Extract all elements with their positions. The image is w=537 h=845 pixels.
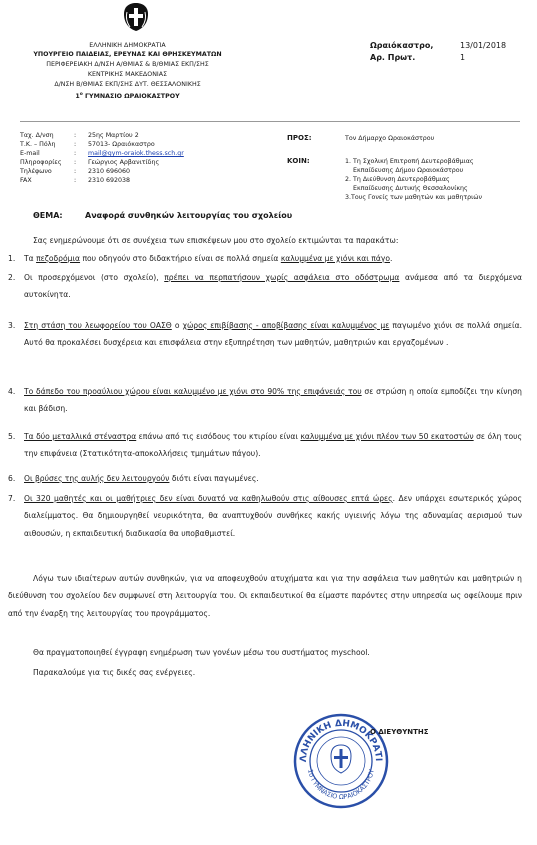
cc-label: ΚΟΙΝ: (287, 157, 310, 165)
stamp-top-text: ΛΛΗΝΙΚΗ ΔΗΜΟΚΡΑΤΙ (298, 718, 384, 763)
protocol-label: Αρ. Πρωτ. (370, 53, 416, 62)
contact-row: Τηλέφωνο : 2310 696060 (20, 168, 131, 175)
closing-paragraph: Λόγω των ιδιαίτερων αυτών συνθηκών, για να αποφευχθούν ατυχήματα και για την ασφάλεια των μαθητών και μαθητριών η διεύθυνση του σχολείου δεν συμφωνεί στη λειτουργία του. Οι εκπαιδευτικοί θα είμαστε παρόντες στην υπηρεσία ως οφείλουμε πριν από την έναρξη της λειτουργίας του προγράμματος. (8, 574, 522, 618)
document-date: 13/01/2018 (460, 41, 507, 50)
list-item: 5. Τα δύο μεταλλικά στέναστρα επάνω από τις εισόδους του κτιρίου είναι καλυμμένα με χιόνι πλέον των 50 εκατοστών σε όλη τους την επιφάνεια (Στατικότητα-αποκολλήσεις τμημάτων πάγου). (8, 432, 522, 459)
request-paragraph: Παρακαλούμε για τις δικές σας ενέργειες. (33, 668, 196, 677)
subject-label: ΘΕΜΑ: (33, 211, 63, 220)
cc-line: 3.Τους Γονείς των μαθητών και μαθητριών (345, 194, 483, 201)
list-item: 2. Οι προσερχόμενοι (στο σχολείο), πρέπει να περπατήσουν χωρίς ασφάλεια στο οδόστρωμα ανάμεσα από τα διερχόμενα αυτοκίνητα. (8, 273, 522, 300)
greek-emblem-icon (122, 2, 150, 32)
list-item: 3. Στη στάση του λεωφορείου του ΟΑΣΘ ο χώρος επιβίβασης - αποβίβασης είναι καλυμμένος με παγωμένο χιόνι σε πολλά σημεία. Αυτό θα προκαλέσει δυσχέρεια και επισφάλεια στην εξυπηρέτηση των μαθητών, μαθητριών και εργαζομένων . (8, 321, 522, 348)
contact-row: Τ.Κ. – Πόλη : 57013- Ωραιόκαστρο (20, 141, 155, 148)
contact-row: FAX : 2310 692038 (20, 177, 131, 184)
republic-title: ΕΛΛΗΝΙΚΗ ΔΗΜΟΚΡΑΤΙΑ (89, 42, 166, 49)
to-value: Τον Δήμαρχο Ωραιοκάστρου (345, 135, 435, 142)
protocol-number: 1 (460, 53, 466, 62)
cc-line: 2. Τη Διεύθυνση Δευτεροβάθμιας (345, 176, 450, 183)
list-item: 7. Οι 320 μαθητές και οι μαθήτριες δεν είναι δυνατό να καθηλωθούν στις αίθουσες επτά ώρες. Δεν υπάρχει εσωτερικός χώρος διαλείμματος. Θα δημιουργηθεί νευρικότητα, θα αναπτυχθούν συνθήκες κακής υγιεινής λόγω της αδυναμίας αερισμού των αιθουσών, η εκπαιδευτική διαδικασία θα υποβαθμιστεί. (8, 494, 522, 538)
subject-text: Αναφορά συνθηκών λειτουργίας του σχολείου (85, 211, 293, 220)
signature-title: Ο ΔΙΕΥΘΥΝΤΗΣ (370, 728, 429, 736)
to-label: ΠΡΟΣ: (287, 134, 312, 142)
contact-row: Πληροφορίες : Γεώργιος Αρβανιτίδης (20, 159, 160, 166)
list-item: 4. Το δάπεδο του προαύλιου χώρου είναι καλυμμένο με χιόνι στο 90% της επιφάνειάς του σε στρώση η οποία εμποδίζει την κίνηση και βάδιση. (8, 387, 522, 414)
list-item: 1. Τα πεζοδρόμια που οδηγούν στο διδακτήριο είναι σε πολλά σημεία καλυμμένα με χιόνι και πάγο. (8, 254, 393, 263)
cc-line: Εκπαίδευσης Δυτικής Θεσσαλονίκης (353, 185, 468, 192)
school-name: $1^o$ ΓΥΜΝΑΣΙΟ ΩΡΑΙΟΚΑΣΤΡΟΥ (75, 92, 180, 101)
stamp-bottom-text: 1ο ΓΥΜΝΑΣΙΟ ΩΡΑΙΟΚΑΣΤΡΟΥ (306, 768, 376, 802)
intro-paragraph: Σας ενημερώνουμε ότι σε συνέχεια των επισκέψεων μου στο σχολείο εκτιμώνται τα παρακάτω: (33, 236, 399, 245)
cc-list (345, 157, 535, 202)
header-divider (20, 121, 520, 122)
directorate-line-2: ΚΕΝΤΡΙΚΗΣ ΜΑΚΕΔΟΝΙΑΣ (87, 71, 168, 78)
cc-line: Εκπαίδευσης Δήμου Ωραιοκάστρου (353, 167, 464, 174)
ministry-title: ΥΠΟΥΡΓΕΙΟ ΠΑΙΔΕΙΑΣ, ΕΡΕΥΝΑΣ ΚΑΙ ΘΡΗΣΚΕΥΜΑΤΩΝ (33, 51, 222, 58)
contact-row: Ταχ. Δ/νση : 25ης Μαρτίου 2 (20, 132, 139, 139)
list-item: 6. Οι βρύσες της αυλής δεν λειτουργούν διότι είναι παγωμένες. (8, 474, 259, 483)
email-link[interactable]: mail@gym-oraiok.thess.sch.gr (88, 150, 184, 157)
directorate-line-3: Δ/ΝΣΗ Β/ΘΜΙΑΣ ΕΚΠ/ΣΗΣ ΔΥΤ. ΘΕΣΣΑΛΟΝΙΚΗΣ (54, 81, 201, 88)
myschool-paragraph: Θα πραγματοποιηθεί έγγραφη ενημέρωση των γονέων μέσω του συστήματος myschool. (33, 648, 370, 657)
contact-row: E-mail : mail@gym-oraiok.thess.sch.gr (20, 150, 184, 157)
directorate-line-1: ΠΕΡΙΦΕΡΕΙΑΚΗ Δ/ΝΣΗ Α/ΘΜΙΑΣ & Β/ΘΜΙΑΣ ΕΚΠ/ΣΗΣ (46, 61, 209, 68)
contact-block (20, 131, 250, 185)
cc-line: 1. Τη Σχολική Επιτροπή Δευτεροβάθμιας (345, 158, 474, 165)
place-label: Ωραιόκαστρο, (370, 41, 434, 50)
